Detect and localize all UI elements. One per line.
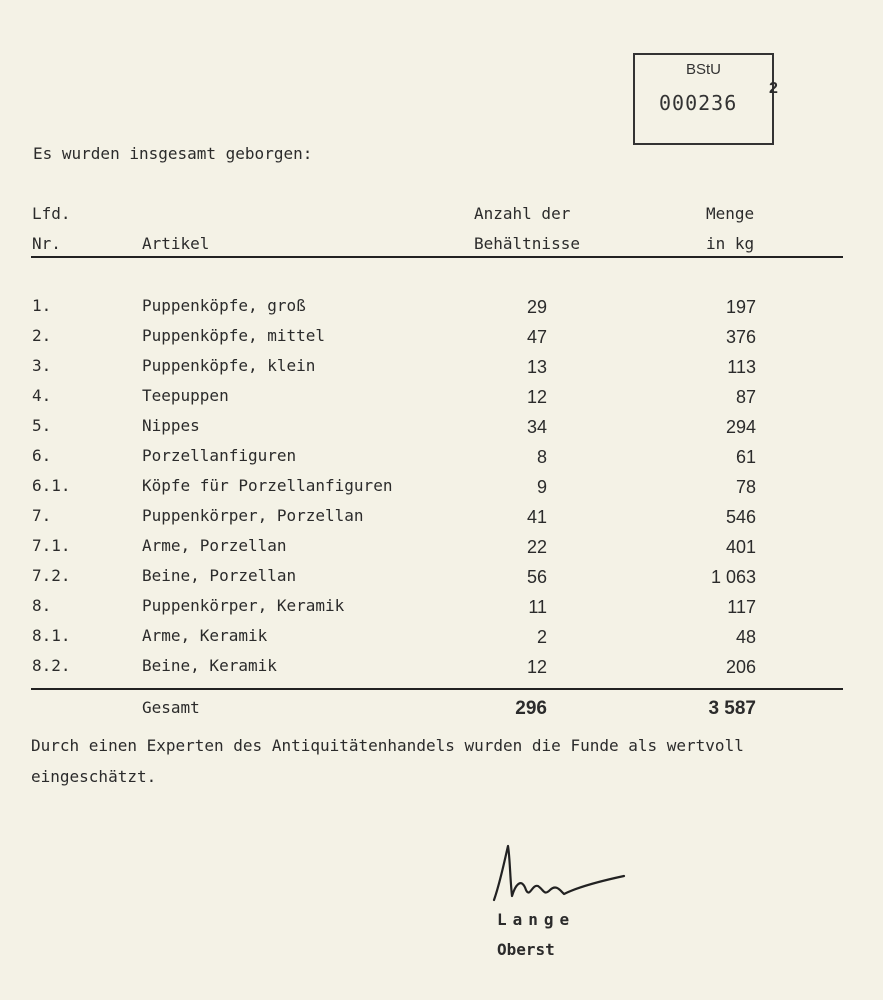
row-nr: 2. (32, 326, 52, 345)
row-count: 12 (526, 657, 547, 677)
items-table (0, 298, 883, 688)
archive-stamp (633, 53, 774, 145)
table-row (0, 418, 883, 448)
header-artikel: Artikel (142, 234, 210, 253)
row-artikel: Köpfe für Porzellanfiguren (142, 476, 393, 495)
row-kg: 117 (727, 597, 756, 617)
signer-rank: Oberst (497, 940, 555, 959)
header-nr-line1: Lfd. (32, 204, 71, 223)
row-artikel: Porzellanfiguren (142, 446, 297, 465)
row-count: 2 (536, 627, 547, 647)
row-artikel: Puppenköpfe, mittel (142, 326, 326, 345)
total-kg: 3 587 (708, 698, 756, 719)
row-count: 41 (526, 507, 547, 527)
row-nr: 3. (32, 356, 52, 375)
stamp-number: 000236 (659, 91, 738, 115)
row-kg: 294 (725, 417, 756, 437)
table-row (0, 328, 883, 358)
table-row (0, 358, 883, 388)
row-kg: 78 (735, 477, 756, 497)
row-nr: 1. (32, 296, 52, 315)
row-artikel: Puppenkörper, Porzellan (142, 506, 364, 525)
row-kg: 48 (735, 627, 756, 647)
row-count: 56 (526, 567, 547, 587)
signer-name: Lange (497, 910, 576, 929)
table-row (0, 568, 883, 598)
row-count: 47 (526, 327, 547, 347)
row-kg: 546 (725, 507, 756, 527)
row-kg: 376 (725, 327, 756, 347)
row-kg: 113 (727, 357, 756, 377)
row-artikel: Arme, Keramik (142, 626, 268, 645)
row-nr: 8. (32, 596, 52, 615)
row-artikel: Nippes (142, 416, 200, 435)
row-artikel: Teepuppen (142, 386, 229, 405)
header-kg-line2: in kg (706, 234, 755, 253)
total-label: Gesamt (142, 698, 200, 717)
table-row (0, 388, 883, 418)
total-rule (31, 688, 843, 690)
row-artikel: Beine, Porzellan (142, 566, 297, 585)
row-nr: 4. (32, 386, 52, 405)
row-count: 13 (526, 357, 547, 377)
header-rule (31, 256, 843, 258)
row-kg: 87 (735, 387, 756, 407)
table-row (0, 448, 883, 478)
row-nr: 8.1. (32, 626, 71, 645)
table-row (0, 598, 883, 628)
row-count: 8 (536, 447, 547, 467)
row-nr: 8.2. (32, 656, 71, 675)
row-nr: 7.1. (32, 536, 71, 555)
row-kg: 401 (725, 537, 756, 557)
row-count: 12 (526, 387, 547, 407)
header-count-line2: Behältnisse (474, 234, 580, 253)
row-count: 22 (526, 537, 547, 557)
row-kg: 197 (725, 297, 756, 317)
table-row (0, 478, 883, 508)
row-count: 9 (536, 477, 547, 497)
header-count-line1: Anzahl der (474, 204, 571, 223)
row-count: 11 (528, 597, 547, 617)
handwritten-signature (486, 838, 636, 918)
page-number: 2 (769, 80, 778, 97)
header-kg-line1: Menge (706, 204, 755, 223)
table-row (0, 628, 883, 658)
row-nr: 6. (32, 446, 52, 465)
row-count: 29 (526, 297, 547, 317)
row-nr: 7. (32, 506, 52, 525)
table-row (0, 658, 883, 688)
table-row (0, 508, 883, 538)
row-nr: 7.2. (32, 566, 71, 585)
row-artikel: Puppenköpfe, groß (142, 296, 306, 315)
row-artikel: Arme, Porzellan (142, 536, 287, 555)
stamp-label: BStU (685, 61, 721, 78)
total-row (0, 698, 883, 722)
intro-text: Es wurden insgesamt geborgen: (33, 144, 313, 163)
assessment-paragraph: Durch einen Experten des Antiquitätenhandels wurden die Funde als wertvoll eingeschätzt. (31, 736, 744, 786)
table-row (0, 538, 883, 568)
table-row (0, 298, 883, 328)
row-nr: 6.1. (32, 476, 71, 495)
row-kg: 206 (725, 657, 756, 677)
row-nr: 5. (32, 416, 52, 435)
row-artikel: Puppenkörper, Keramik (142, 596, 345, 615)
row-artikel: Puppenköpfe, klein (142, 356, 316, 375)
total-count: 296 (515, 698, 547, 719)
row-kg: 1 063 (710, 567, 756, 587)
header-nr-line2: Nr. (32, 234, 61, 253)
row-count: 34 (526, 417, 547, 437)
row-kg: 61 (735, 447, 756, 467)
row-artikel: Beine, Keramik (142, 656, 277, 675)
